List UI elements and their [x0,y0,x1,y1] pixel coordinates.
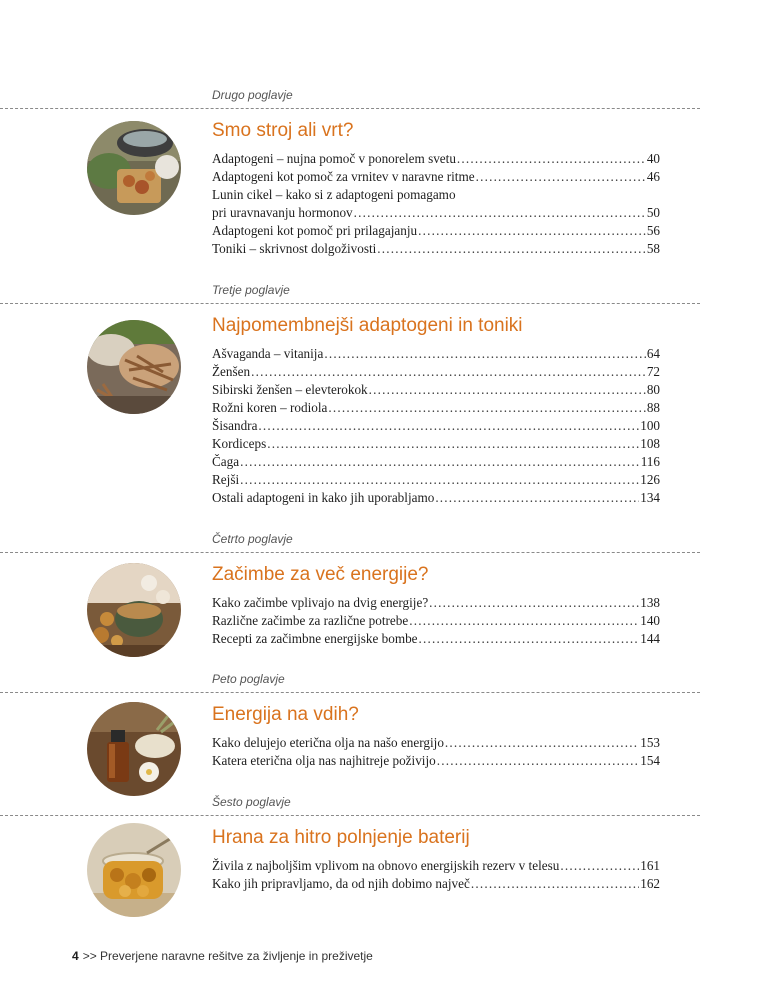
list-item[interactable] [212,612,660,630]
footer-text: >> Preverjene naravne rešitve za življenje in preživetje [82,949,373,963]
herbs-bowl-icon [87,121,181,215]
dot-leader [560,857,639,875]
entry-page: 40 [646,151,660,166]
page-number: 4 [72,949,79,963]
chapter-label: Peto poglavje [212,672,285,686]
entry-page: 153 [640,735,660,750]
list-item[interactable] [212,150,660,168]
dashed-divider [0,303,700,304]
entry-text: Toniki – skrivnost dolgoživosti [212,241,377,256]
entries-list [212,150,660,258]
list-item[interactable] [212,857,660,875]
dot-leader [258,417,639,435]
dot-leader [369,381,646,399]
dashed-divider [0,108,700,109]
entry-page: 144 [640,631,660,646]
entry-text: Ostali adaptogeni in kako jih uporabljamo [212,490,435,505]
entries-list [212,594,660,648]
dot-leader [437,752,640,770]
entry-text: Adaptogeni kot pomoč za vrnitev v naravne ritme [212,169,475,184]
entry-text: Kordiceps [212,436,267,451]
dot-leader [457,150,646,168]
entry-text: Adaptogeni – nujna pomoč v ponorelem svetu [212,151,456,166]
entry-text: Rejši [212,472,240,487]
entry-text: Šisandra [212,418,258,433]
dot-leader [267,435,639,453]
entry-text: Živila z najboljšim vplivom na obnovo energijskih rezerv v telesu [212,858,560,873]
entry-text: Kako začimbe vplivajo na dvig energije? [212,595,429,610]
entry-text: Lunin cikel – kako si z adaptogeni pomagamo [212,187,456,202]
entries-list [212,857,660,893]
entry-page: 126 [640,472,660,487]
list-item[interactable] [212,345,660,363]
entry-page: 140 [640,613,660,628]
entry-page: 138 [640,595,660,610]
entry-text: pri uravnavanju hormonov [212,205,353,220]
list-item[interactable] [212,594,660,612]
dot-leader [476,168,646,186]
dashed-divider [0,692,700,693]
entry-page: 88 [646,400,660,415]
chapter-label: Četrto poglavje [212,532,293,546]
chapter-title: Hrana za hitro polnjenje baterij [212,827,470,848]
dot-leader [377,240,646,258]
entry-text: Različne začimbe za različne potrebe [212,613,409,628]
list-item[interactable] [212,204,660,222]
entry-page: 58 [646,241,660,256]
entry-text: Rožni koren – rodiola [212,400,328,415]
entry-page: 80 [646,382,660,397]
list-item[interactable] [212,734,660,752]
chapter-label: Šesto poglavje [212,795,291,809]
list-item[interactable] [212,875,660,893]
list-item[interactable] [212,630,660,648]
spice-cup-icon [87,563,181,657]
dot-leader [354,204,646,222]
dot-leader [419,630,640,648]
entry-text: Kako delujejo eterična olja na našo energijo [212,735,444,750]
dot-leader [324,345,645,363]
list-item[interactable] [212,489,660,507]
essential-oil-bottle-icon [87,702,181,796]
dashed-divider [0,815,700,816]
entry-page: 162 [640,876,660,891]
chapter-title: Energija na vdih? [212,704,359,725]
dot-leader [429,594,639,612]
page-footer [72,949,373,963]
entries-list [212,734,660,770]
dot-leader [445,734,639,752]
entry-text: Adaptogeni kot pomoč pri prilagajanju [212,223,418,238]
honey-jar-icon [87,823,181,917]
entry-text: Ašvaganda – vitanija [212,346,324,361]
entry-page: 64 [646,346,660,361]
entry-page: 56 [646,223,660,238]
entry-page: 134 [640,490,660,505]
list-item[interactable] [212,471,660,489]
entry-text: Sibirski ženšen – elevterokok [212,382,368,397]
list-item[interactable] [212,363,660,381]
entry-text: Recepti za začimbne energijske bombe [212,631,418,646]
dot-leader [251,363,646,381]
entry-text: Kako jih pripravljamo, da od njih dobimo največ [212,876,470,891]
dot-leader [328,399,645,417]
dried-roots-icon [87,320,181,414]
list-item[interactable] [212,222,660,240]
chapter-title: Začimbe za več energije? [212,564,429,585]
list-item[interactable] [212,240,660,258]
entry-page: 72 [646,364,660,379]
list-item[interactable] [212,186,660,204]
list-item[interactable] [212,381,660,399]
dot-leader [240,471,639,489]
dot-leader [471,875,639,893]
dot-leader [435,489,639,507]
entry-text: Ženšen [212,364,251,379]
dot-leader [240,453,640,471]
dashed-divider [0,552,700,553]
chapter-title: Smo stroj ali vrt? [212,120,354,141]
list-item[interactable] [212,453,660,471]
entries-list [212,345,660,507]
entry-page: 50 [646,205,660,220]
chapter-label: Drugo poglavje [212,88,293,102]
chapter-title: Najpomembnejši adaptogeni in toniki [212,315,523,336]
list-item[interactable] [212,752,660,770]
entry-page: 161 [640,858,660,873]
entry-page: 46 [646,169,660,184]
entry-page: 100 [640,418,660,433]
entry-text: Čaga [212,454,240,469]
list-item[interactable] [212,417,660,435]
entry-page: 154 [640,753,660,768]
list-item[interactable] [212,168,660,186]
dot-leader [409,612,639,630]
chapter-label: Tretje poglavje [212,283,290,297]
entry-page: 116 [640,454,660,469]
list-item[interactable] [212,435,660,453]
list-item[interactable] [212,399,660,417]
entry-page: 108 [640,436,660,451]
dot-leader [418,222,646,240]
entry-text: Katera eterična olja nas najhitreje poživijo [212,753,436,768]
